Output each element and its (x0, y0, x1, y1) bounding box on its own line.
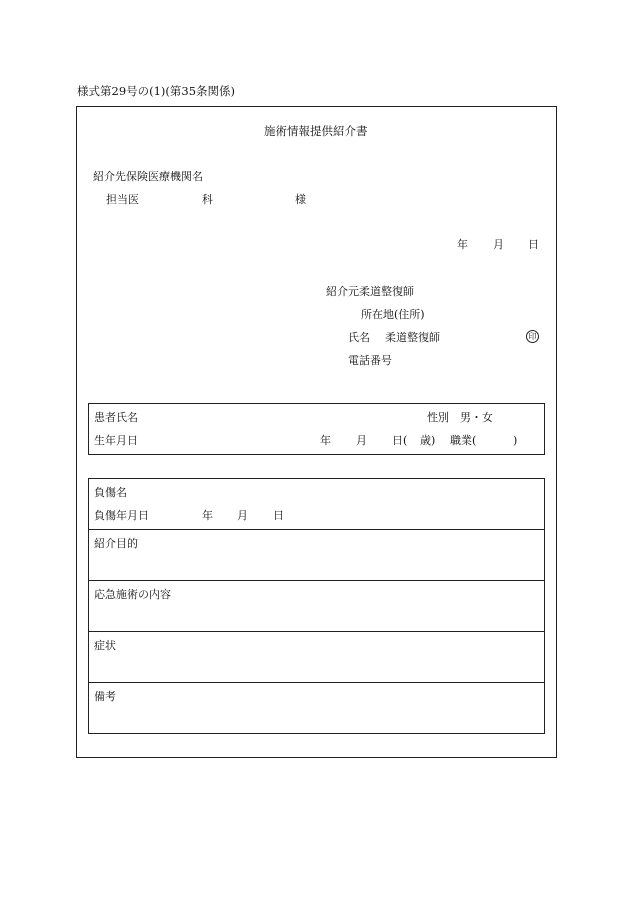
sender-name-label: 氏名 (348, 331, 370, 344)
sender-address-label: 所在地(住所) (361, 308, 425, 321)
purpose-label: 紹介目的 (94, 537, 138, 550)
sender-phone-label: 電話番号 (348, 354, 392, 367)
dob-label: 生年月日 (94, 434, 138, 447)
sex-options: 男・女 (460, 411, 493, 424)
occupation-close: ) (513, 434, 518, 447)
symptoms-label: 症状 (94, 639, 116, 652)
dob-year: 年 (320, 434, 331, 447)
emergency-treatment-label: 応急施術の内容 (94, 588, 171, 601)
injury-day: 日 (273, 509, 284, 522)
doctor-label: 担当医 (106, 193, 139, 206)
details-box (88, 478, 545, 734)
sender-profession: 柔道整復師 (385, 331, 440, 344)
injury-year: 年 (202, 509, 213, 522)
sender-header: 紹介元柔道整復師 (326, 285, 414, 298)
divider-symptoms (88, 631, 545, 632)
injury-date-label: 負傷年月日 (94, 509, 149, 522)
injury-name-label: 負傷名 (94, 486, 127, 499)
date-day: 日 (528, 238, 539, 251)
injury-month: 月 (237, 509, 248, 522)
dob-day: 日( (392, 434, 408, 447)
divider-purpose (88, 529, 545, 530)
divider-remarks (88, 682, 545, 683)
occupation-label: 職業( (450, 434, 477, 447)
dob-month: 月 (356, 434, 367, 447)
sex-label: 性別 (427, 411, 449, 424)
honorific: 様 (295, 193, 306, 206)
patient-name-label: 患者氏名 (94, 411, 138, 424)
form-title: 施術情報提供紹介書 (264, 124, 368, 138)
form-number: 様式第29号の(1)(第35条関係) (77, 84, 236, 98)
date-year: 年 (457, 238, 468, 251)
seal-icon: 印 (526, 330, 539, 343)
remarks-label: 備考 (94, 690, 116, 703)
department-label: 科 (202, 193, 213, 206)
recipient-institution-label: 紹介先保険医療機関名 (93, 170, 203, 183)
date-month: 月 (493, 238, 504, 251)
age-unit: 歳) (420, 434, 436, 447)
divider-emergency (88, 580, 545, 581)
